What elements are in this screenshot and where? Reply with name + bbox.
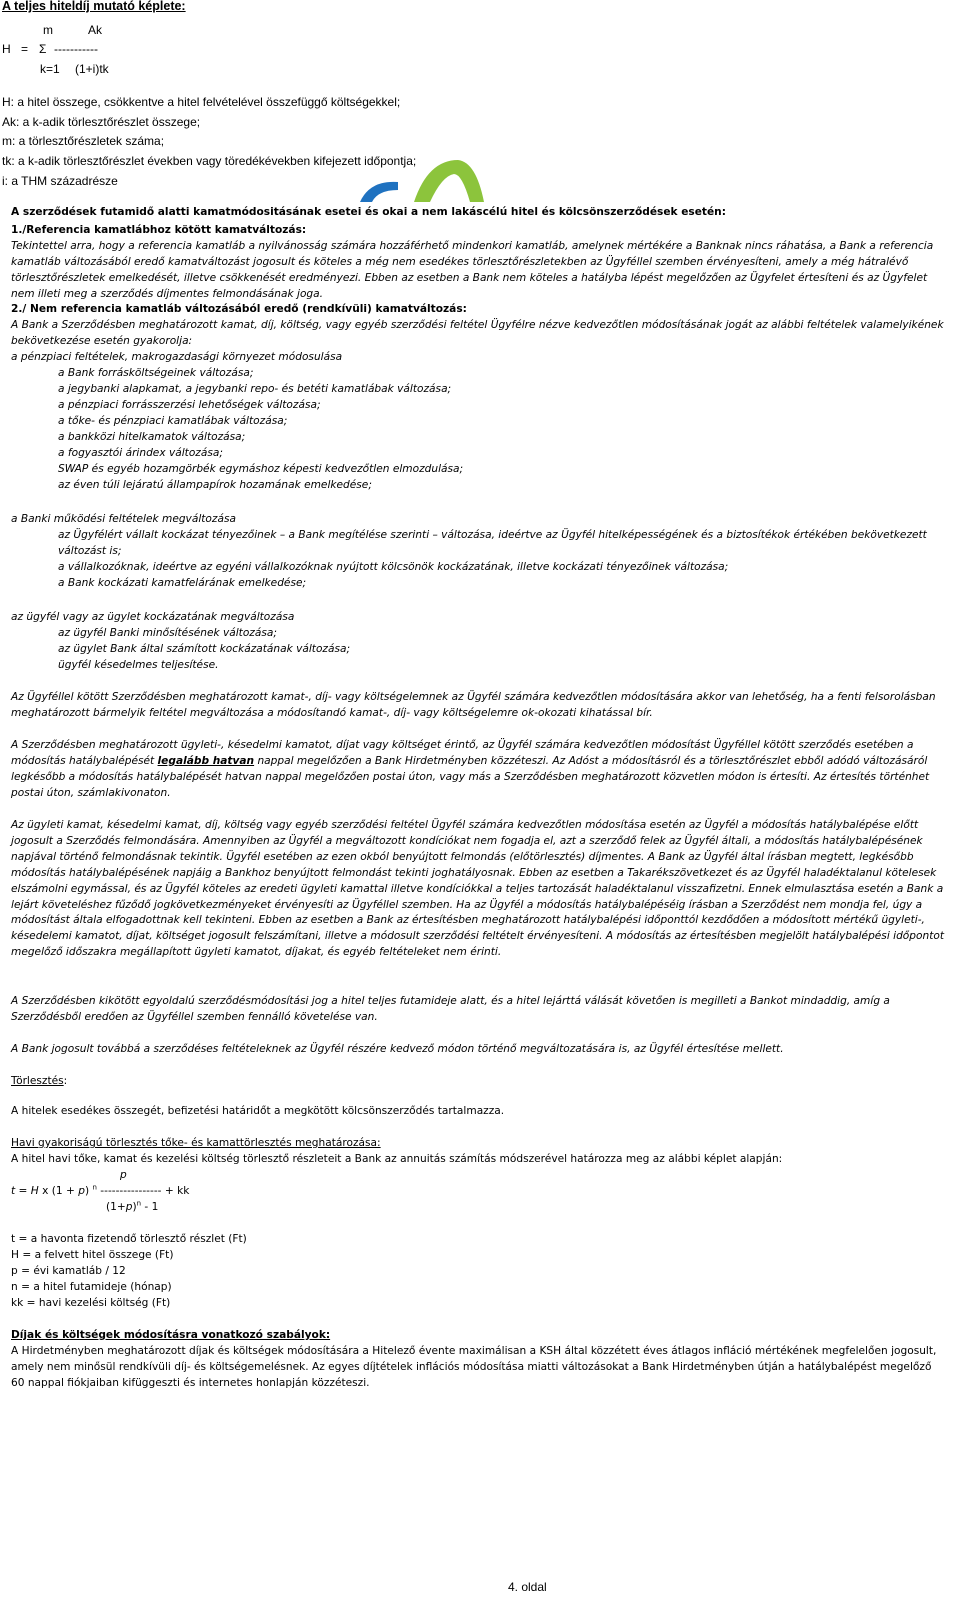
causality-paragraph: Az Ügyféllel kötött Szerződésben meghatározott kamat-, díj- vagy költségelemnek az Ügyfél számára kedvezőtlen módosítására akkor van lehetőség, ha a fenti felsorolásban meghatározott bármelyik feltétel megváltozása a módosítandó kamat-, díj- vagy költségelemre ok-okozati kihatással bír. (11, 691, 936, 719)
variable-definition: p = évi kamatláb / 12 (11, 1265, 126, 1277)
annuity-formula-line (11, 1184, 189, 1200)
unilateral-paragraph: A Szerződésben kikötött egyoldalú szerződésmódosítási jog a hitel teljes futamideje alatt, és a hitel lejárttá válását követően is megilleti a Bankot mindaddig, amíg a Szerződésből eredően az Ügyféllel szemben fennálló követelése van. (11, 995, 890, 1023)
formula-fraction-bar: ----------- (54, 42, 98, 56)
fees-text: A Hirdetményben meghatározott díjak és költségek módosítására a Hitelező évente maximálisan a KSH által közzétett éves átlagos infláció mértékének megfelelően jogosult, amely nem minősül rendkívüli díj- és költségemelésnek. Az egyes díjtételek inflációs módosítása miatti változásokat a Bank Hirdetményben útján a hatálybalépést megelőző 60 nappal fiókjaiban kifüggeszti és internetes honlapján közzéteszi. (11, 1345, 937, 1389)
formula-k-start: k=1 (40, 62, 60, 76)
favourable-change-paragraph: A Bank jogosult továbbá a szerződéses feltételeknek az Ügyfél részére kedvező módon történő megváltozatására is, az Ügyfél értesítése mellett. (11, 1043, 784, 1055)
den-close: ) (132, 1201, 137, 1213)
monthly-repayment-heading: Havi gyakoriságú törlesztés tőke- és kamattörlesztés meghatározása: (11, 1137, 381, 1149)
variable-definition: H = a felvett hitel összege (Ft) (11, 1249, 174, 1261)
group3-item: az ügyfél Banki minősítésének változása; (58, 627, 277, 639)
thm-formula-title: A teljes hiteldíj mutató képlete: (2, 0, 186, 13)
notice-text-start: A Szerződésben meghatározott ügyleti-, késedelmi kamatot, díjat vagy költséget érintő, az Ügyfél számára kedvezőtlen módosítást Ügyféllel kötött szerződés esetében a módosítás hatálybalépését (11, 739, 914, 767)
formula-t: t (11, 1185, 16, 1197)
rate-change-heading: A szerződések futamidő alatti kamatmódositásának esetei és okai a nem lakáscélú hitel és kölcsönszerződések esetén: (11, 206, 726, 218)
monthly-repayment-text: A hitel havi tőke, kamat és kezelési költség törlesztő részleteit a Bank az annuitás számítás módszerével határozza meg az alábbi képlet alapján: (11, 1153, 783, 1165)
variable-definition: n = a hitel futamideje (hónap) (11, 1281, 172, 1293)
formula-exponent: n (92, 1183, 97, 1192)
repayment-heading-colon: : (63, 1075, 68, 1087)
definition-m: m: a törlesztőrészletek száma; (2, 134, 165, 148)
group1-item: a fogyasztói árindex változása; (58, 447, 223, 459)
logo-blue-arc (360, 182, 398, 202)
fees-heading: Díjak és költségek módosításra vonatkozó szabályok: (11, 1329, 331, 1341)
group1-item: a Bank forrásköltségeinek változása; (58, 367, 254, 379)
den-p: p (125, 1201, 133, 1213)
definition-h: H: a hitel összege, csökkentve a hitel felvételével összefüggő költségekkel; (2, 95, 401, 109)
group1-item: a tőke- és pénzpiaci kamatlábak változása; (58, 415, 288, 427)
formula-times: x (1 + (38, 1185, 79, 1197)
group3-item: az ügylet Bank által számított kockázatának változása; (58, 643, 351, 655)
non-reference-intro: A Bank a Szerződésben meghatározott kamat, díj, költség, vagy egyéb szerződési feltétel Ügyfélre nézve kedvezőtlen módosításának jogát az alábbi feltételek valamelyikének bekövetkezése esetén gyakorolja: (11, 319, 944, 347)
annuity-numerator: p (120, 1169, 127, 1181)
group1-title: a pénzpiaci feltételek, makrogazdasági környezet módosulása (11, 351, 343, 363)
formula-equals: = (21, 42, 29, 56)
den-minus-one: - 1 (141, 1201, 159, 1213)
formula-h: H (2, 42, 11, 56)
group2-item: a Bank kockázati kamatfelárának emelkedése; (58, 577, 307, 589)
notice-text-end: nappal megelőzően a Bank Hirdetményben közzéteszi. Az Adóst a módosításról és a törlesztőrészlet ebből adódó változásáról legkésőbb a módosítás hatálybalépését hatvan nappal megelőzően postai úton, vagy más a Szerződésben meghatározott közvetlen módon is értesíti. Az értesítés történhet postai úton, számlakivonaton. (11, 754, 930, 799)
repayment-heading-text: Törlesztés (11, 1075, 64, 1087)
group3-item: ügyfél késedelmes teljesítése. (58, 659, 219, 671)
formula-eq: = (15, 1185, 31, 1197)
definition-i: i: a THM századrésze (2, 174, 118, 188)
group1-item: az éven túli lejáratú állampapírok hozamának emelkedése; (58, 479, 372, 491)
formula-m: m (43, 23, 53, 37)
formula-p: p (78, 1185, 85, 1197)
repayment-text: A hitelek esedékes összegét, befizetési határidőt a megkötött kölcsönszerződés tartalmazza. (11, 1105, 505, 1117)
variable-definition: t = a havonta fizetendő törlesztő részlet (Ft) (11, 1233, 247, 1245)
variable-definition: kk = havi kezelési költség (Ft) (11, 1297, 171, 1309)
page-number: 4. oldal (508, 1580, 547, 1594)
formula-denominator: (1+i)tk (75, 62, 109, 76)
logo-green-arc (414, 160, 484, 202)
formula-sigma: Σ (39, 42, 47, 56)
formula-ak: Ak (88, 23, 103, 37)
group1-item: SWAP és egyéb hozamgörbék egymáshoz képesti kedvezőtlen elmozdulása; (58, 463, 464, 475)
definition-ak: Ak: a k-adik törlesztőrészlet összege; (2, 115, 201, 129)
definition-tk: tk: a k-adik törlesztőrészlet években vagy töredékévekben kifejezett időpontja; (2, 154, 417, 168)
den-open: (1+ (106, 1201, 126, 1213)
group2-item: a vállalkozóknak, ideértve az egyéni vállalkozóknak nyújtott kölcsönök kockázatának, illetve kockázati tényezőinek változása; (58, 561, 729, 573)
bank-logo (358, 158, 488, 204)
den-exponent: n (136, 1199, 142, 1208)
group2-title: a Banki működési feltételek megváltozása (11, 513, 236, 525)
non-reference-rate-heading: 2./ Nem referencia kamatláb változásából eredő (rendkívüli) kamatváltozás: (11, 303, 467, 315)
notice-emphasis: legalább hatvan (157, 754, 255, 767)
group1-item: a jegybanki alapkamat, a jegybanki repo- és betéti kamatlábak változása; (58, 383, 452, 395)
formula-bar-kk: ---------------- + kk (96, 1185, 190, 1197)
formula-h-var: H (30, 1185, 39, 1197)
group1-item: a pénzpiaci forrásszerzési lehetőségek változása; (58, 399, 321, 411)
group1-item: a bankközi hitelkamatok változása; (58, 431, 246, 443)
reference-rate-text: Tekintettel arra, hogy a referencia kamatláb a nyilvánosság számára hozzáférhető mindenkori kamatláb, amelynek mértékére a Banknak nincs ráhatása, a Bank a referencia kamatláb változásából eredő kamatváltozást jogosult és köteles a még nem esedékes törlesztőrészletekben az Ügyféllel szemben érvényesíteni, amely a még hátralévő törlesztőrészletek emelkedését, illetve csökkenését eredményezi. Ebben az esetben a Bank nem köteles a hatályba lépést megelőzően az Ügyfelet értesíteni és az Ügyfelet nem illeti meg a szerződés díjmentes felmondásának joga. (11, 240, 934, 300)
group2-item: az Ügyfélért vállalt kockázat tényezőinek – a Bank megítélése szerinti – változása, ideértve az Ügyfél hitelképességének és a biztosítékok értékében bekövetkezett változást is; (58, 529, 927, 557)
termination-paragraph: Az ügyleti kamat, késedelmi kamat, díj, költség vagy egyéb szerződési feltétel Ügyfél számára kedvezőtlen módosítása esetén az Ügyfél a módosítás hatálybalépése előtt jogosult a Szerződés felmondására. Amennyiben az Ügyfél a megváltozott kondíciókat nem fogadja el, azt a szerződő felek az Ügyfél általi, a módosítás hatálybalépésének napjával történő felmondásnak tekintik. Ügyfél esetében az ezen okból benyújtott felmondás (előtörlesztés) díjmentes. A Bank az Ügyfél által írásban megtett, legkésőbb módosítás hatálybalépésének napjáig a Bankhoz benyújtott felmondást tekinti joghatályosnak. Ebben az esetben a Takarékszövetkezet és az Ügyfél haladéktalanul kötelesek elszámolni egymással, és az Ügyfél köteles az eredeti ügyleti kamattal illetve kondíciókkal a teljes tartozását haladéktalanul visszafizetni. Ennek elmulasztása esetén a Bank a lejárt követeléshez fűződő jogkövetkezményeket érvényesíti az Ügyféllel szemben. Ha az Ügyfél a módosítás hatálybalépéséig írásban a Szerződést nem mondja fel, úgy a módosítást általa elfogadottnak kell tekinteni. Ebben az esetben a Bank az értesítésben meghatározott hatálybalépési időponttól kezdődően a módosított mértékű ügyleti-, késedelemi kamatot, díjat, költséget jogosult felszámítani, illetve a módosult szerződési feltételt érvényesíteni. A módosítás az értesítésben megjelölt hatálybalépési időpontot megelőző időszakra megállapított ügyleti kamatot, díjakat, és egyéb feltételeket nem érinti. (11, 819, 944, 959)
formula-paren: ) (84, 1185, 93, 1197)
notice-paragraph (11, 738, 946, 802)
repayment-heading (11, 1074, 67, 1090)
group3-title: az ügyfél vagy az ügylet kockázatának megváltozása (11, 611, 295, 623)
reference-rate-heading: 1./Referencia kamatlábhoz kötött kamatváltozás: (11, 224, 307, 236)
annuity-denominator (106, 1200, 158, 1216)
